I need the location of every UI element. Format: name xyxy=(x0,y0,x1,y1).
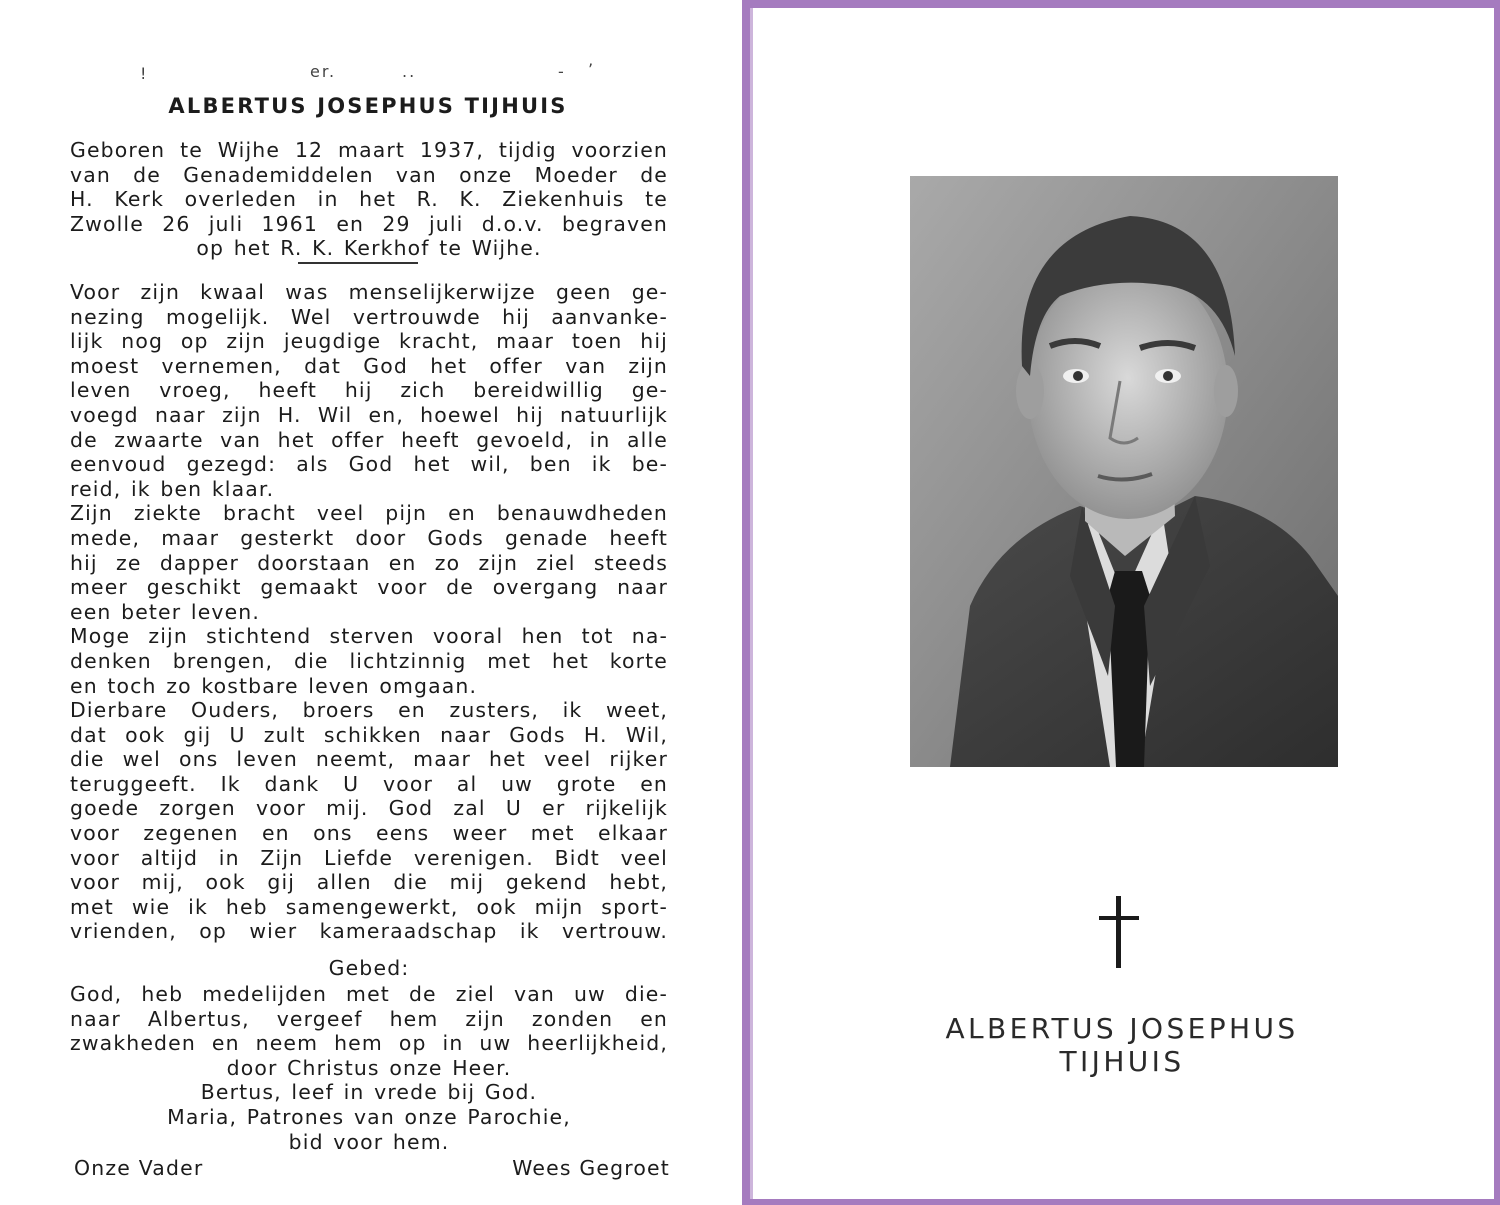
prayer-text xyxy=(70,982,668,1154)
text-line: naar Albertus, vergeef hem zijn zonden en xyxy=(70,1006,668,1031)
text-line: voor mij, ook gij allen die mij gekend hebt, xyxy=(70,870,668,895)
closing-prayer-right: Wees Gegroet xyxy=(512,1156,670,1180)
birth-death-paragraph xyxy=(70,138,668,261)
closing-prayer-left: Onze Vader xyxy=(74,1156,204,1180)
text-line: Geboren te Wijhe 12 maart 1937, tijdig voorzien xyxy=(70,138,668,162)
text-line: en toch zo kostbare leven omgaan. xyxy=(70,673,478,698)
text-line: op het R. K. Kerkhof te Wijhe. xyxy=(196,236,542,261)
purple-border xyxy=(742,0,1500,8)
text-line: Maria, Patrones van onze Parochie, xyxy=(167,1104,571,1129)
text-line: Moge zijn stichtend sterven vooral hen tot na- xyxy=(70,624,668,649)
text-line: God, heb medelijden met de ziel van uw die- xyxy=(70,982,668,1006)
portrait-photo xyxy=(910,176,1338,767)
text-line: zwakheden en neem hem op in uw heerlijkheid, xyxy=(70,1031,668,1056)
header-fragment xyxy=(140,62,600,84)
text-line: meer geschikt gemaakt voor de overgang naar xyxy=(70,575,668,600)
text-line: Zwolle 26 juli 1961 en 29 juli d.o.v. begraven xyxy=(70,211,668,236)
header-dot: - xyxy=(558,62,566,81)
purple-border-shade xyxy=(750,8,753,1199)
text-line: goede zorgen voor mij. God zal U er rijkelijk xyxy=(70,796,668,821)
text-line: teruggeeft. Ik dank U voor al uw grote en xyxy=(70,771,668,796)
purple-border xyxy=(742,1199,1500,1205)
header-mark: ! xyxy=(140,64,149,83)
text-line: leven vroeg, heeft hij zich bereidwillig ge- xyxy=(70,378,668,403)
cross-icon xyxy=(1097,896,1141,968)
prayer-card-text-side xyxy=(0,0,742,1205)
text-line: mede, maar gesterkt door Gods genade heeft xyxy=(70,525,668,550)
text-line: voor altijd in Zijn Liefde verenigen. Bidt veel xyxy=(70,845,668,870)
memorial-body-text xyxy=(70,280,668,944)
prayer-card-photo-side xyxy=(742,0,1500,1205)
header-dot: .. xyxy=(402,62,417,81)
text-line: dat ook gij U zult schikken naar Gods H. Wil, xyxy=(70,722,668,747)
text-line: lijk nog op zijn jeugdige kracht, maar toen hij xyxy=(70,329,668,354)
text-line: reid, ik ben klaar. xyxy=(70,476,275,501)
text-line: Bertus, leef in vrede bij God. xyxy=(200,1080,538,1105)
text-line: die wel ons leven neemt, maar het veel rijker xyxy=(70,747,668,772)
text-line: vrienden, op wier kameraadschap ik vertrouw. xyxy=(70,919,668,944)
text-line: een beter leven. xyxy=(70,599,261,624)
deceased-name-heading: ALBERTUS JOSEPHUS TIJHUIS xyxy=(168,94,568,118)
text-line: denken brengen, die lichtzinnig met het korte xyxy=(70,648,668,673)
text-line: Voor zijn kwaal was menselijkerwijze geen ge- xyxy=(70,280,668,304)
text-line: H. Kerk overleden in het R. K. Ziekenhuis te xyxy=(70,187,668,212)
deceased-name-caption: ALBERTUS JOSEPHUS TIJHUIS xyxy=(945,1012,1299,1078)
text-line: hij ze dapper doorstaan en zo zijn ziel steeds xyxy=(70,550,668,575)
text-line: door Christus onze Heer. xyxy=(226,1055,512,1080)
text-line: voegd naar zijn H. Wil en, hoewel hij natuurlijk xyxy=(70,402,668,427)
purple-border xyxy=(1494,0,1500,1205)
text-line: voor zegenen en ons eens weer met elkaar xyxy=(70,821,668,846)
text-line: met wie ik heb samengewerkt, ook mijn sport- xyxy=(70,894,668,919)
closing-prayers xyxy=(74,1156,670,1182)
text-line: moest vernemen, dat God het offer van zijn xyxy=(70,353,668,378)
text-line: nezing mogelijk. Wel vertrouwde hij aanvanke- xyxy=(70,304,668,329)
text-line: eenvoud gezegd: als God het wil, ben ik be- xyxy=(70,452,668,477)
text-line: bid voor hem. xyxy=(288,1129,450,1154)
header-text-fragment: er. xyxy=(310,62,337,81)
text-line: de zwaarte van het offer heeft gevoeld, in alle xyxy=(70,427,668,452)
text-line: van de Genademiddelen van onze Moeder de xyxy=(70,162,668,187)
header-dot: ’ xyxy=(588,60,596,79)
prayer-heading: Gebed: xyxy=(328,956,410,980)
purple-border xyxy=(742,0,750,1205)
handwritten-underline xyxy=(298,262,418,264)
text-line: Dierbare Ouders, broers en zusters, ik weet, xyxy=(70,698,668,723)
text-line: Zijn ziekte bracht veel pijn en benauwdheden xyxy=(70,501,668,526)
